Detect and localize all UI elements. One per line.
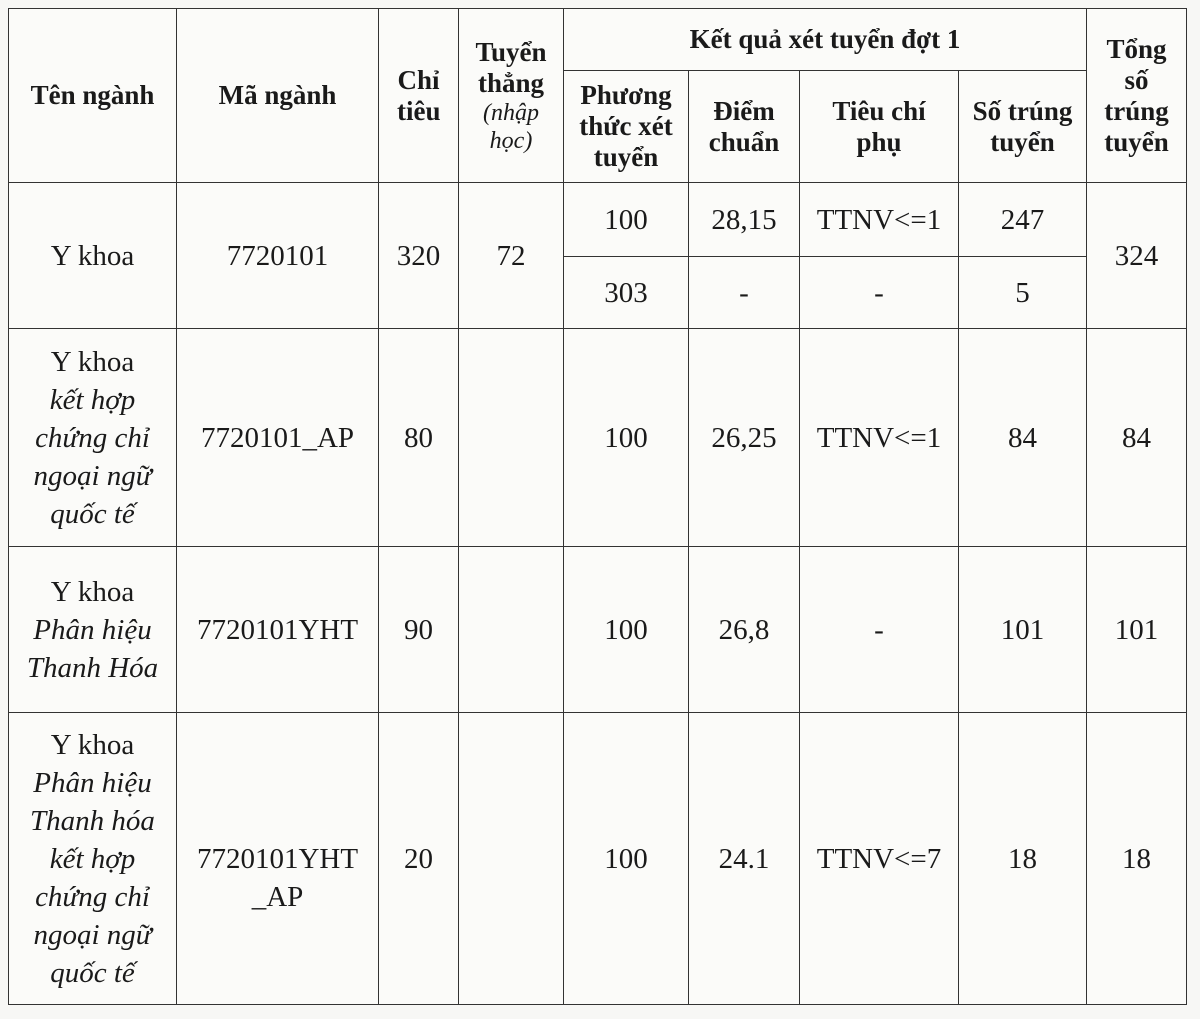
header-chi-tieu: [379, 9, 459, 183]
row-4-tong-so: 18: [1087, 713, 1187, 1005]
header-ma-nganh: Mã ngành: [177, 9, 379, 183]
header-ten-nganh: Tên ngành: [9, 9, 177, 183]
row-2-tong-so: 84: [1087, 329, 1187, 547]
table-row: [9, 183, 1187, 257]
row-2-code: 7720101_AP: [177, 329, 379, 547]
admission-results-table: [8, 8, 1187, 1005]
header-tuyen-thang-note: (nhập học): [483, 99, 539, 154]
header-tuyen-thang: [459, 9, 564, 183]
row-2-name: Y khoa: [50, 345, 135, 378]
header-phuong-thuc: [564, 71, 689, 183]
row-3-tong-so: 101: [1087, 547, 1187, 713]
row-4-name: Y khoa: [50, 728, 135, 761]
row-1-name: Y khoa: [9, 183, 177, 329]
row-4-phuong-thuc: 100: [564, 713, 689, 1005]
header-so-trung-tuyen: [959, 71, 1087, 183]
row-1-method-1-diem-chuan: 28,15: [689, 183, 800, 257]
row-4-so-trung-tuyen: 18: [959, 713, 1087, 1005]
row-1-method-2-phuong-thuc: 303: [564, 257, 689, 329]
header-tieu-chi-phu: [800, 71, 959, 183]
header-so-trung-tuyen-text: Số trúng tuyển: [972, 95, 1073, 157]
header-diem-chuan: [689, 71, 800, 183]
header-tieu-chi-phu-text: Tiêu chí phụ: [832, 95, 926, 157]
row-3-so-trung-tuyen: 101: [959, 547, 1087, 713]
row-3-phuong-thuc: 100: [564, 547, 689, 713]
row-4-diem-chuan: 24.1: [689, 713, 800, 1005]
row-3-name: Y khoa: [50, 575, 135, 608]
row-3-tieu-chi-phu: -: [800, 547, 959, 713]
row-4-code-text: 7720101YHT _AP: [196, 842, 359, 913]
table-row: [9, 713, 1187, 1005]
row-1-method-1-tieu-chi-phu: TTNV<=1: [800, 183, 959, 257]
row-2-phuong-thuc: 100: [564, 329, 689, 547]
table-row: [9, 547, 1187, 713]
row-3-tuyen-thang: [459, 547, 564, 713]
row-1-method-2-so-trung-tuyen: 5: [959, 257, 1087, 329]
row-3-chi-tieu: 90: [379, 547, 459, 713]
row-4-chi-tieu: 20: [379, 713, 459, 1005]
header-tuyen-thang-label: Tuyển thẳng: [475, 36, 547, 98]
row-3-diem-chuan: 26,8: [689, 547, 800, 713]
row-4-code: [177, 713, 379, 1005]
row-4-name-cell: [9, 713, 177, 1005]
header-diem-chuan-text: Điểm chuẩn: [708, 95, 780, 157]
row-3-name-cell: [9, 547, 177, 713]
row-3-code: 7720101YHT: [177, 547, 379, 713]
row-1-tong-so: 324: [1087, 183, 1187, 329]
header-tong-so: [1087, 9, 1187, 183]
row-2-name-sub: kết hợp chứng chỉ ngoại ngữ quốc tế: [33, 383, 152, 530]
row-3-name-sub: Phân hiệu Thanh Hóa: [26, 613, 159, 684]
row-1-method-1-phuong-thuc: 100: [564, 183, 689, 257]
header-tong-so-text: Tổng số trúng tuyển: [1104, 33, 1169, 157]
row-4-name-sub: Phân hiệu Thanh hóa kết hợp chứng chỉ ngoại ngữ quốc tế: [30, 766, 155, 989]
row-4-tieu-chi-phu: TTNV<=7: [800, 713, 959, 1005]
row-1-method-2-tieu-chi-phu: -: [800, 257, 959, 329]
header-chi-tieu-text: Chỉ tiêu: [397, 64, 441, 126]
row-1-tuyen-thang: 72: [459, 183, 564, 329]
header-phuong-thuc-text: Phương thức xét tuyển: [579, 80, 673, 172]
row-2-so-trung-tuyen: 84: [959, 329, 1087, 547]
row-4-tuyen-thang: [459, 713, 564, 1005]
row-1-code: 7720101: [177, 183, 379, 329]
row-1-chi-tieu: 320: [379, 183, 459, 329]
row-2-name-cell: [9, 329, 177, 547]
row-1-method-1-so-trung-tuyen: 247: [959, 183, 1087, 257]
row-2-tuyen-thang: [459, 329, 564, 547]
row-1-method-2-diem-chuan: -: [689, 257, 800, 329]
header-ket-qua: Kết quả xét tuyển đợt 1: [564, 9, 1087, 71]
table-row: [9, 329, 1187, 547]
row-2-tieu-chi-phu: TTNV<=1: [800, 329, 959, 547]
row-2-diem-chuan: 26,25: [689, 329, 800, 547]
row-2-chi-tieu: 80: [379, 329, 459, 547]
